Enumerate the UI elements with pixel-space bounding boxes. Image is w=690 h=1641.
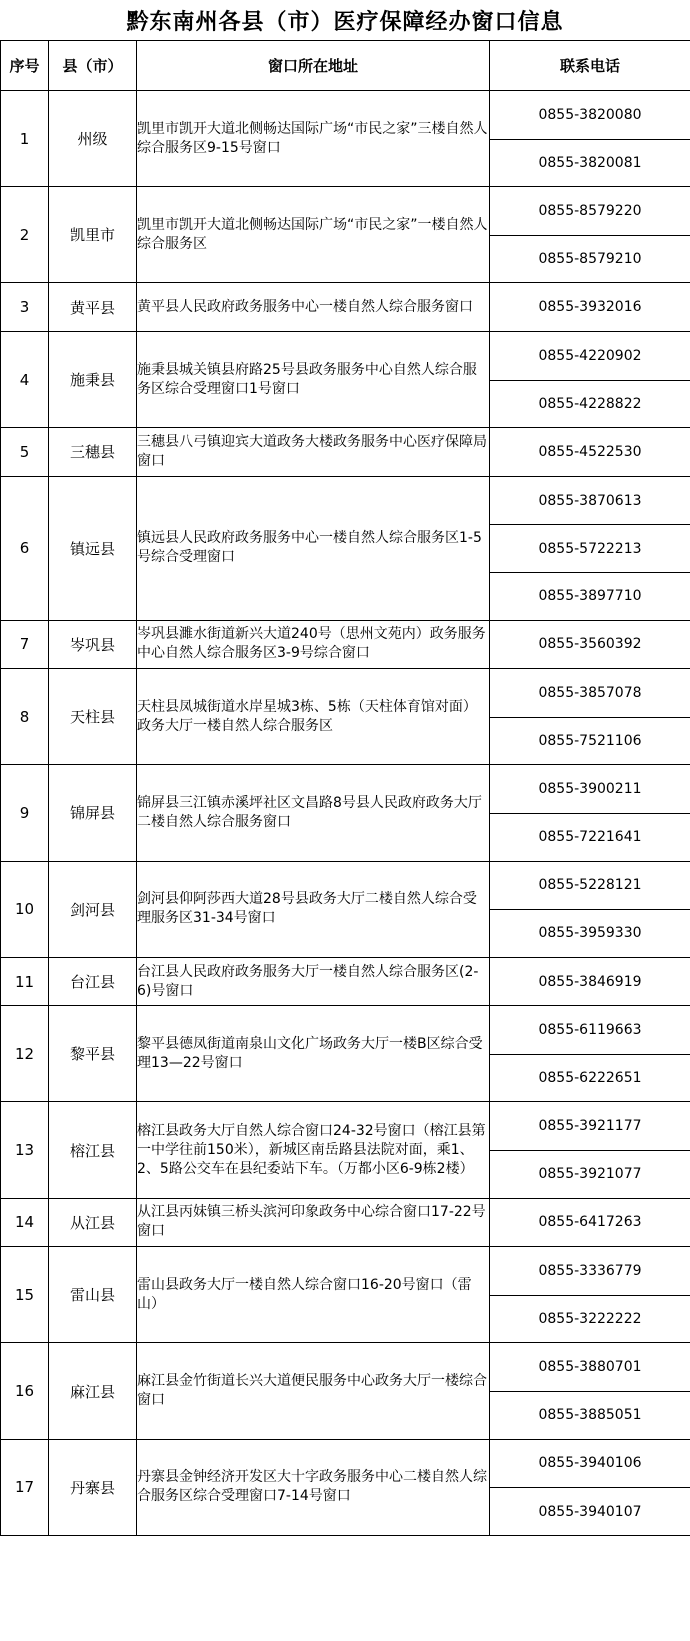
cell-seq: 13 [1,1102,49,1198]
cell-seq: 11 [1,957,49,1006]
phone-number: 0855-8579210 [490,235,690,283]
cell-phone [490,669,690,765]
phone-number: 0855-4220902 [538,347,642,364]
cell-county: 麻江县 [49,1343,137,1439]
cell-county: 凯里市 [49,187,137,283]
cell-county: 从江县 [49,1198,137,1247]
cell-seq: 5 [1,428,49,477]
phone-number: 0855-5722213 [490,524,690,572]
table-row [1,1102,690,1198]
cell-address: 台江县人民政府政务服务大厅一楼自然人综合服务区(2-6)号窗口 [137,957,490,1006]
phone-number: 0855-7221641 [490,813,690,861]
phone-number: 0855-4228822 [490,380,690,428]
cell-seq: 15 [1,1247,49,1343]
phone-number: 0855-3820081 [490,139,690,187]
cell-phone [490,1102,690,1198]
cell-seq: 16 [1,1343,49,1439]
cell-address: 从江县丙妹镇三桥头滨河印象政务中心综合窗口17-22号窗口 [137,1198,490,1247]
header-address: 窗口所在地址 [137,41,490,91]
phone-number: 0855-3870613 [538,492,642,509]
cell-address: 麻江县金竹街道长兴大道便民服务中心政务大厅一楼综合窗口 [137,1343,490,1439]
cell-county: 黄平县 [49,283,137,332]
cell-seq: 6 [1,476,49,620]
cell-county: 施秉县 [49,331,137,427]
cell-phone [490,1006,690,1102]
table-row [1,669,690,765]
phone-number: 0855-3820080 [538,106,642,123]
cell-phone [490,187,690,283]
cell-county: 三穗县 [49,428,137,477]
table-row [1,957,690,1006]
cell-phone [490,283,690,332]
cell-address: 凯里市凯开大道北侧畅达国际广场“市民之家”一楼自然人综合服务区 [137,187,490,283]
cell-county: 镇远县 [49,476,137,620]
cell-address: 黄平县人民政府政务服务中心一楼自然人综合服务窗口 [137,283,490,332]
cell-county: 台江县 [49,957,137,1006]
page-title: 黔东南州各县（市）医疗保障经办窗口信息 [126,8,564,35]
cell-seq: 2 [1,187,49,283]
phone-number: 0855-3846919 [538,973,642,990]
cell-address: 丹寨县金钟经济开发区大十字政务服务中心二楼自然人综合服务区综合受理窗口7-14号窗口 [137,1439,490,1535]
table-row [1,187,690,283]
cell-address: 剑河县仰阿莎西大道28号县政务大厅二楼自然人综合受理服务区31-34号窗口 [137,861,490,957]
cell-phone [490,91,690,187]
cell-phone [490,957,690,1006]
cell-county: 丹寨县 [49,1439,137,1535]
phone-number: 0855-3336779 [538,1263,642,1280]
table-row [1,1006,690,1102]
cell-seq: 8 [1,669,49,765]
cell-address: 镇远县人民政府政务服务中心一楼自然人综合服务区1-5号综合受理窗口 [137,476,490,620]
cell-address: 凯里市凯开大道北侧畅达国际广场“市民之家”三楼自然人综合服务区9-15号窗口 [137,91,490,187]
window-info-table [0,40,690,1536]
cell-seq: 7 [1,620,49,669]
cell-phone [490,1247,690,1343]
cell-address: 岑巩县濉水街道新兴大道240号（思州文苑内）政务服务中心自然人综合服务区3-9号综合窗口 [137,620,490,669]
table-row [1,331,690,427]
header-county: 县（市） [49,41,137,91]
phone-number: 0855-6222651 [490,1054,690,1102]
cell-seq: 14 [1,1198,49,1247]
table-row [1,1439,690,1535]
cell-phone [490,861,690,957]
phone-number: 0855-3897710 [490,572,690,620]
cell-phone [490,428,690,477]
cell-county: 州级 [49,91,137,187]
phone-number: 0855-3940106 [538,1455,642,1472]
table-row [1,620,690,669]
cell-phone [490,765,690,861]
cell-seq: 4 [1,331,49,427]
table-row [1,1198,690,1247]
phone-number: 0855-3921177 [538,1118,642,1135]
cell-seq: 3 [1,283,49,332]
phone-number: 0855-8579220 [538,202,642,219]
header-phone: 联系电话 [490,41,690,91]
phone-number: 0855-3932016 [538,299,642,316]
cell-phone [490,331,690,427]
phone-number: 0855-3857078 [538,684,642,701]
table-row [1,1247,690,1343]
table-row [1,91,690,187]
header-seq: 序号 [1,41,49,91]
cell-seq: 10 [1,861,49,957]
cell-phone [490,476,690,620]
phone-number: 0855-3921077 [490,1150,690,1198]
phone-number: 0855-3959330 [490,909,690,957]
cell-phone [490,1343,690,1439]
table-row [1,283,690,332]
table-body [1,91,690,1536]
phone-number: 0855-7521106 [490,717,690,765]
table-row [1,1343,690,1439]
cell-address: 黎平县德凤街道南泉山文化广场政务大厅一楼B区综合受理13—22号窗口 [137,1006,490,1102]
phone-number: 0855-3560392 [538,636,642,653]
phone-number: 0855-3880701 [538,1359,642,1376]
table-row [1,428,690,477]
phone-number: 0855-6417263 [538,1214,642,1231]
cell-county: 天柱县 [49,669,137,765]
cell-seq: 1 [1,91,49,187]
cell-address: 施秉县城关镇县府路25号县政务服务中心自然人综合服务区综合受理窗口1号窗口 [137,331,490,427]
cell-seq: 17 [1,1439,49,1535]
phone-number: 0855-3885051 [490,1391,690,1439]
cell-county: 剑河县 [49,861,137,957]
cell-county: 榕江县 [49,1102,137,1198]
table-row [1,861,690,957]
cell-county: 岑巩县 [49,620,137,669]
cell-county: 雷山县 [49,1247,137,1343]
header-row [1,41,690,91]
cell-phone [490,1439,690,1535]
cell-address: 雷山县政务大厅一楼自然人综合窗口16-20号窗口（雷山） [137,1247,490,1343]
phone-number: 0855-3222222 [490,1295,690,1343]
cell-address: 三穗县八弓镇迎宾大道政务大楼政务服务中心医疗保障局窗口 [137,428,490,477]
phone-number: 0855-5228121 [538,877,642,894]
cell-phone [490,620,690,669]
cell-county: 黎平县 [49,1006,137,1102]
phone-number: 0855-4522530 [538,443,642,460]
cell-phone [490,1198,690,1247]
cell-seq: 9 [1,765,49,861]
cell-county: 锦屏县 [49,765,137,861]
cell-address: 天柱县凤城街道水岸星城3栋、5栋（天柱体育馆对面）政务大厅一楼自然人综合服务区 [137,669,490,765]
phone-number: 0855-3900211 [538,781,642,798]
table-row [1,765,690,861]
phone-number: 0855-6119663 [538,1022,642,1039]
cell-seq: 12 [1,1006,49,1102]
cell-address: 锦屏县三江镇赤溪坪社区文昌路8号县人民政府政务大厅二楼自然人综合服务窗口 [137,765,490,861]
phone-number: 0855-3940107 [490,1487,690,1535]
table-row [1,476,690,620]
cell-address: 榕江县政务大厅自然人综合窗口24-32号窗口（榕江县第一中学往前150米），新城区南岳路县法院对面，乘1、2、5路公交车在县纪委站下车。（万都小区6-9栋2楼） [137,1102,490,1198]
